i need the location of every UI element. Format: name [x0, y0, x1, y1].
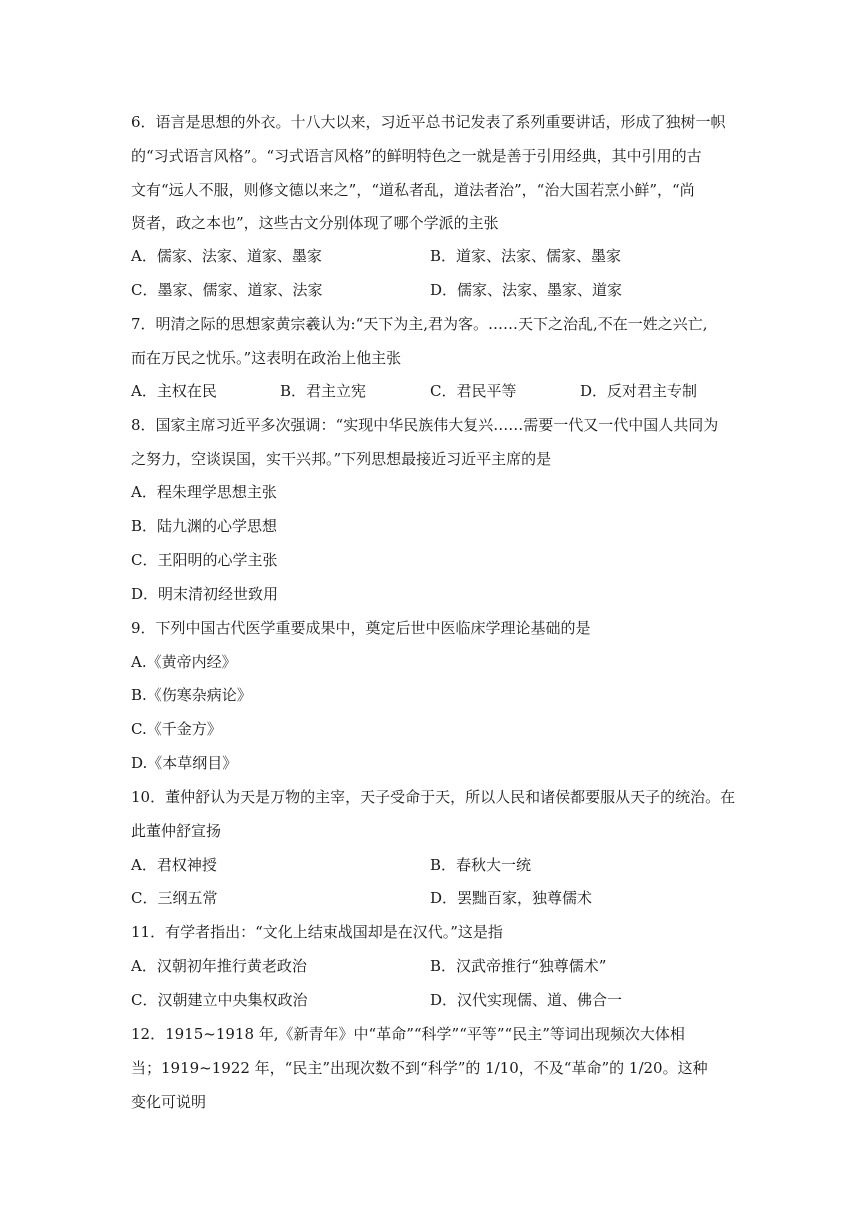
question-6-option-b[interactable]: B．道家、法家、儒家、墨家: [430, 247, 622, 265]
question-10-option-c[interactable]: C．三纲五常: [131, 889, 218, 907]
question-9-option-a[interactable]: A.《黄帝内经》: [131, 653, 237, 671]
question-7-option-a[interactable]: A．主权在民: [131, 382, 217, 400]
question-8-option-b[interactable]: B．陆九渊的心学思想: [131, 517, 278, 535]
question-6-option-a[interactable]: A．儒家、法家、道家、墨家: [131, 247, 322, 265]
question-6-stem-line-3: 文有“远人不服，则修文德以来之”，“道私者乱，道法者治”，“治大国若烹小鲜”，“尚: [131, 181, 695, 199]
question-6-stem-line-2: 的“习式语言风格”。“习式语言风格”的鲜明特色之一就是善于引用经典，其中引用的古: [131, 147, 702, 165]
question-11-option-c[interactable]: C．汉朝建立中央集权政治: [131, 991, 308, 1009]
question-10-stem-line-1: 10．董仲舒认为天是万物的主宰，天子受命于天，所以人民和诸侯都要服从天子的统治。在: [131, 788, 736, 806]
question-7-option-c[interactable]: C．君民平等: [430, 382, 517, 400]
question-6-stem-line-1: 6．语言是思想的外衣。十八大以来，习近平总书记发表了系列重要讲话，形成了独树一帜: [131, 113, 726, 131]
question-9-option-c[interactable]: C.《千金方》: [131, 720, 222, 738]
question-7-stem-line-2: 而在万民之忧乐。”这表明在政治上他主张: [131, 349, 402, 367]
question-12-stem-line-3: 变化可说明: [131, 1093, 207, 1111]
question-11-stem-line-1: 11．有学者指出：“文化上结束战国却是在汉代。”这是指: [131, 923, 503, 941]
question-7-option-d[interactable]: D．反对君主专制: [580, 382, 698, 400]
question-9-option-d[interactable]: D.《本草纲目》: [131, 754, 238, 772]
question-12-stem-line-2: 当；1919~1922 年，“民主”出现次数不到“科学”的 1/10，不及“革命”的 1/20。这种: [131, 1059, 708, 1077]
question-6-option-d[interactable]: D．儒家、法家、墨家、道家: [430, 281, 623, 299]
question-6-option-c[interactable]: C．墨家、儒家、道家、法家: [131, 281, 323, 299]
question-11-option-d[interactable]: D．汉代实现儒、道、佛合一: [430, 991, 623, 1009]
question-6-stem-line-4: 贤者，政之本也”，这些古文分别体现了哪个学派的主张: [131, 214, 499, 232]
question-9-option-b[interactable]: B.《伤寒杂病论》: [131, 686, 252, 704]
question-8-option-c[interactable]: C．王阳明的心学主张: [131, 551, 278, 569]
question-12-stem-line-1: 12．1915~1918 年,《新青年》中“革命”“科学”“平等”“民主”等词出现频次大体相: [131, 1025, 685, 1043]
question-8-option-a[interactable]: A．程朱理学思想主张: [131, 483, 277, 501]
question-10-option-b[interactable]: B．春秋大一统: [430, 856, 532, 874]
question-11-option-b[interactable]: B．汉武帝推行“独尊儒术”: [430, 957, 607, 975]
question-11-option-a[interactable]: A．汉朝初年推行黄老政治: [131, 957, 307, 975]
question-9-stem-line-1: 9．下列中国古代医学重要成果中，奠定后世中医临床学理论基础的是: [131, 619, 591, 637]
question-7-option-b[interactable]: B．君主立宪: [280, 382, 367, 400]
question-8-stem-line-2: 之努力，空谈误国，实干兴邦。”下列思想最接近习近平主席的是: [131, 450, 552, 468]
question-10-option-d[interactable]: D．罢黜百家，独尊儒术: [430, 889, 593, 907]
question-7-stem-line-1: 7．明清之际的思想家黄宗羲认为:“天下为主,君为客。……天下之治乱,不在一姓之兴亡,: [131, 315, 708, 333]
question-10-option-a[interactable]: A．君权神授: [131, 856, 217, 874]
question-10-stem-line-2: 此董仲舒宣扬: [131, 822, 222, 840]
question-8-option-d[interactable]: D．明末清初经世致用: [131, 585, 279, 603]
question-8-stem-line-1: 8．国家主席习近平多次强调：“实现中华民族伟大复兴……需要一代又一代中国人共同为: [131, 416, 719, 434]
